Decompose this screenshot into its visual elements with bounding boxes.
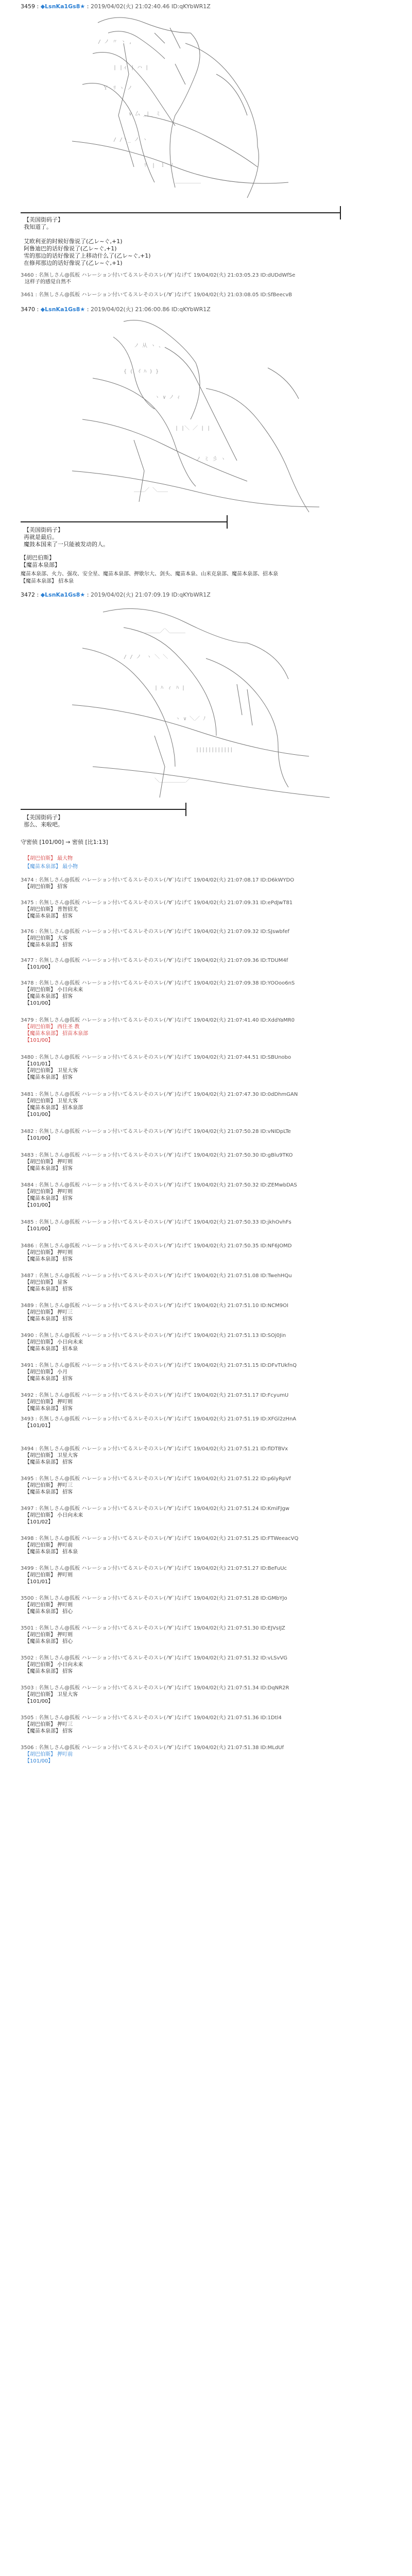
reply <box>21 1446 391 1466</box>
reply <box>21 900 391 920</box>
ascii-art-figure <box>21 602 391 808</box>
reply-header[interactable]: 3482 : 名無しさん@狐板 ハレーション付いてるスレそのスレ(ﾉ∀`)なげて 19/04/02(火) 21:07:50.28 ID:vNIDpLTe <box>21 1129 291 1134</box>
reply-header[interactable]: 3497 : 名無しさん@狐板 ハレーション付いてるスレそのスレ(ﾉ∀`)なげて 19/04/02(火) 21:07:51.24 ID:KmiFJgw <box>21 1506 289 1512</box>
reply <box>21 1505 391 1526</box>
post-number: 3470 <box>21 306 35 313</box>
reply-header[interactable]: 3476 : 名無しさん@狐板 ハレーション付いてるスレそのスレ(ﾉ∀`)なげて 19/04/02(火) 21:07:09.32 ID:SJswbfef <box>21 929 289 935</box>
reply-body: 【胡巴伯斯】 押叮则 【魔苗本泉部】 招心 <box>25 1602 73 1615</box>
reply-header[interactable]: 3486 : 名無しさん@狐板 ハレーション付いてるスレそのスレ(ﾉ∀`)なげて 19/04/02(火) 21:07:50.35 ID:NF6JOMD <box>21 1243 292 1249</box>
reply-body: 【胡巴伯斯】 招客 <box>25 884 68 890</box>
reply <box>21 1565 391 1585</box>
reply-header[interactable]: 3499 : 名無しさん@狐板 ハレーション付いてるスレそのスレ(ﾉ∀`)なげて 19/04/02(火) 21:07:51.27 ID:BeFuUc <box>21 1566 287 1571</box>
reply-body: 【胡巴伯斯】 押叮三 【魔苗本泉部】 招客 <box>25 1310 73 1322</box>
group-line: 魔苗本泉部、火力、强攻、安全星、魔苗本泉部、押歇尔大、剑头、魔苗本泉、山米克泉部、魔苗本泉部、招本泉 <box>21 571 278 577</box>
svg-text:ヽ ∨ ノ ｨ: ヽ ∨ ノ ｨ <box>154 395 180 400</box>
reply-header[interactable]: 3487 : 名無しさん@狐板 ハレーション付いてるスレそのスレ(ﾉ∀`)なげて 19/04/02(火) 21:07:51.08 ID:TwehHQu <box>21 1273 292 1279</box>
reply <box>21 1625 391 1645</box>
divider-tick <box>185 803 186 816</box>
reply-body: 【胡巴伯斯】 押叮则 【魔苗本泉部】 招客 【101/00】 <box>25 1189 73 1208</box>
reply-header[interactable]: 3478 : 名無しさん@狐板 ハレーション付いてるスレそのスレ(ﾉ∀`)なげて 19/04/02(火) 21:07:09.38 ID:YOOoo6nS <box>21 980 295 986</box>
svg-text:/ / ノ ヽ ＼ ＼: / / ノ ヽ ＼ ＼ <box>124 654 168 660</box>
group-title: 【胡巴伯斯】 <box>21 554 55 561</box>
reply-body: 【胡巴伯斯】 大客 【魔苗本泉部】 招客 <box>25 936 73 948</box>
reply <box>21 877 391 890</box>
status-line: 守密侦 [101/00] → 密侦 [比1:13] <box>21 839 108 845</box>
reply-body: 【101/00】 <box>25 1226 54 1232</box>
reply-header[interactable]: 3503 : 名無しさん@狐板 ハレーション付いてるスレそのスレ(ﾉ∀`)なげて 19/04/02(火) 21:07:51.34 ID:DqNR2R <box>21 1685 289 1691</box>
reply-body: 【胡巴伯斯】 押叮则 【101/01】 <box>25 1572 73 1585</box>
reply-body: 【101/00】 <box>25 1136 54 1141</box>
reply-header[interactable]: 3460 : 名無しさん@狐板 ハレーション付いてるスレそのスレ(ﾉ∀`)なげて 19/04/02(火) 21:03:05.23 ID:dUDdWfSe <box>21 273 296 278</box>
reply-header[interactable]: 3502 : 名無しさん@狐板 ハレーション付いてるスレそのスレ(ﾉ∀`)なげて 19/04/02(火) 21:07:51.32 ID:vLSvVG <box>21 1655 288 1661</box>
svg-text:| ﾊ ｨ ﾊ |: | ﾊ ｨ ﾊ | <box>154 685 185 691</box>
reply <box>21 1302 391 1323</box>
svg-text:ノ 从 ヽ 、: ノ 从 ヽ 、 <box>134 343 164 349</box>
reply <box>21 1243 391 1263</box>
post-meta: 2019/04/02(火) 21:06:00.86 ID:qKYbWR1Z <box>90 306 211 313</box>
reply-header[interactable]: 3495 : 名無しさん@狐板 ハレーション付いてるスレそのスレ(ﾉ∀`)なげて 19/04/02(火) 21:07:51.22 ID:p6lyRpVf <box>21 1476 291 1482</box>
reply-body: 【101/01】 【胡巴伯斯】 卫星大客 【魔苗本泉部】 招客 <box>25 1061 78 1080</box>
svg-text:||||||||||||: |||||||||||| <box>196 747 233 753</box>
reply <box>21 1182 391 1209</box>
post-header: 3472 : ◆LsnKa1Gs8★ : 2019/04/02(火) 21:07:09.19 ID:qKYbWR1Z <box>21 591 211 598</box>
reply <box>21 1017 391 1044</box>
group-subtitle: 【魔苗本泉部】 <box>21 562 60 568</box>
reply-body: 【胡巴伯斯】 小日向未来 【魔苗本泉部】 招客 <box>25 1662 83 1674</box>
reply <box>21 863 391 870</box>
reply-header[interactable]: 3493 : 名無しさん@狐板 ハレーション付いてるスレそのスレ(ﾉ∀`)なげて 19/04/02(火) 21:07:51.19 ID:XFGl2zHnA <box>21 1416 297 1422</box>
svg-text:ヽ ∨ ＼／ ﾉ: ヽ ∨ ＼／ ﾉ <box>175 716 206 722</box>
reply-body: 【胡巴伯斯】 卫星大客 【101/00】 <box>25 1692 78 1704</box>
reply-header[interactable]: 3481 : 名無しさん@狐板 ハレーション付いてるスレそのスレ(ﾉ∀`)なげて 19/04/02(火) 21:07:47.30 ID:0dDhmGAN <box>21 1092 298 1097</box>
reply-body: 【胡巴伯斯】 押叮则 【魔苗本泉部】 招客 <box>25 1399 73 1412</box>
reply <box>21 292 391 298</box>
reply-body: 【胡巴伯斯】 押叮三 【魔苗本泉部】 招客 <box>25 1722 73 1734</box>
reply-header[interactable]: 3474 : 名無しさん@狐板 ハレーション付いてるスレそのスレ(ﾉ∀`)なげて 19/04/02(火) 21:07:08.17 ID:D6kWYDO <box>21 877 295 883</box>
reply <box>21 1685 391 1705</box>
divider <box>21 521 227 522</box>
reply-header[interactable]: 3490 : 名無しさん@狐板 ハレーション付いてるスレそのスレ(ﾉ∀`)なげて 19/04/02(火) 21:07:51.13 ID:SOj0Jin <box>21 1333 286 1338</box>
reply-header[interactable]: 3479 : 名無しさん@狐板 ハレーション付いてるスレそのスレ(ﾉ∀`)なげて 19/04/02(火) 21:07:41.40 ID:XddYaMR0 <box>21 1018 295 1023</box>
reply <box>21 928 391 948</box>
post-header: 3470 : ◆LsnKa1Gs8★ : 2019/04/02(火) 21:06:00.86 ID:qKYbWR1Z <box>21 306 211 313</box>
speaker-tag: 【美国街码子】 <box>24 814 63 821</box>
reply-header[interactable]: 3461 : 名無しさん@狐板 ハレーション付いてるスレそのスレ(ﾉ∀`)なげて 19/04/02(火) 21:03:08.05 ID:SfBeecvB <box>21 292 292 298</box>
reply <box>21 1128 391 1142</box>
reply <box>21 1152 391 1172</box>
post-meta: 2019/04/02(火) 21:02:40.46 ID:qKYbWR1Z <box>90 3 211 10</box>
reply <box>21 1091 391 1118</box>
reply <box>21 1392 391 1412</box>
svg-text:Ｙ ﾘ ヽ ノ: Ｙ ﾘ ヽ ノ <box>103 86 133 91</box>
reply-body: 【胡巴伯斯】 押叮则 【魔苗本泉部】 招心 <box>25 1632 73 1645</box>
reply <box>21 1655 391 1675</box>
post-meta: 2019/04/02(火) 21:07:09.19 ID:qKYbWR1Z <box>90 591 211 598</box>
reply-header[interactable]: 3475 : 名無しさん@狐板 ハレーション付いてるスレそのスレ(ﾉ∀`)なげて 19/04/02(火) 21:07:09.31 ID:ePdJwT81 <box>21 900 293 906</box>
ascii-art-figure <box>21 316 391 520</box>
group-tail: 【魔苗本泉部】 招本泉 <box>21 579 74 584</box>
reply <box>21 1416 391 1429</box>
reply-body: 【胡巴伯斯】 小日向未来 【魔苗本泉部】 招客 【101/00】 <box>25 987 83 1006</box>
reply-body: 【胡巴伯斯】 卫星大客 【魔苗本泉部】 招本泉部 【101/00】 <box>25 1098 83 1117</box>
reply-header[interactable]: 3489 : 名無しさん@狐板 ハレーション付いてるスレそのスレ(ﾉ∀`)なげて 19/04/02(火) 21:07:51.10 ID:NCM9OI <box>21 1303 288 1309</box>
reply-body: 【101/01】 <box>25 1423 54 1429</box>
svg-text:/ /丶_ ノ ヽ: / /丶_ ノ ヽ <box>113 137 148 143</box>
divider-tick <box>340 206 341 219</box>
reply-header[interactable]: 3498 : 名無しさん@狐板 ハレーション付いてるスレそのスレ(ﾉ∀`)なげて 19/04/02(火) 21:07:51.25 ID:FTWeeacVQ <box>21 1536 299 1541</box>
svg-text:{ ( ｲ ﾊ ) }: { ( ｲ ﾊ ) } <box>124 369 159 375</box>
post-number: 3459 <box>21 3 35 10</box>
reply-body: 【101/00】 <box>25 964 54 970</box>
reply-body: 【胡巴伯斯】 显客 【魔苗本泉部】 招客 <box>25 1280 73 1292</box>
reply-body: 【胡巴伯斯】 押叮则 【魔苗本泉部】 招客 <box>25 1250 73 1262</box>
reply <box>21 1362 391 1382</box>
caption-line: 我知道了。 <box>24 224 52 230</box>
poster-name[interactable]: ◆LsnKa1Gs8★ <box>40 3 85 10</box>
reply-body: 【胡巴伯斯】 小月 【魔苗本泉部】 招客 <box>25 1369 73 1382</box>
reply-header[interactable]: 3500 : 名無しさん@狐板 ハレーション付いてるスレそのスレ(ﾉ∀`)なげて 19/04/02(火) 21:07:51.28 ID:GMbYJo <box>21 1596 287 1601</box>
reply <box>21 1219 391 1232</box>
reply-header[interactable]: 3505 : 名無しさん@狐板 ハレーション付いてるスレそのスレ(ﾉ∀`)なげて 19/04/02(火) 21:07:51.36 ID:1Dtl4 <box>21 1715 282 1721</box>
reply <box>21 855 391 862</box>
reply-body: 【胡巴伯斯】 押叮前 【魔苗本泉部】 招本泉 <box>25 1543 78 1555</box>
reply <box>21 272 391 285</box>
svg-text:＼＿＿＿＿＿／: ＼＿＿＿＿＿／ <box>154 778 191 784</box>
poster-name[interactable]: ◆LsnKa1Gs8★ <box>40 591 85 598</box>
reply <box>21 1715 391 1735</box>
reply-body: 【胡巴伯斯】 普智招尤 【魔苗本泉部】 招客 <box>25 907 78 919</box>
reply-body: 【胡巴伯斯】 押叮三 【魔苗本泉部】 招客 <box>25 1483 73 1495</box>
svg-text:＿＿／ ＼＿＿: ＿＿／ ＼＿＿ <box>134 487 168 493</box>
post-header: 3459 : ◆LsnKa1Gs8★ : 2019/04/02(火) 21:02:40.46 ID:qKYbWR1Z <box>21 3 211 10</box>
reply-header[interactable]: 3506 : 名無しさん@狐板 ハレーション付いてるスレそのスレ(ﾉ∀`)なげて 19/04/02(火) 21:07:51.38 ID:MLdUf <box>21 1745 284 1751</box>
reply <box>21 1332 391 1352</box>
reply-header[interactable]: 3483 : 名無しさん@狐板 ハレーション付いてるスレそのスレ(ﾉ∀`)なげて 19/04/02(火) 21:07:50.30 ID:gBlu9TKO <box>21 1153 293 1158</box>
caption-line: 在修邦那边的话好像说了(乙レ~ぐ,+1) <box>24 260 123 266</box>
caption-line: 魔鼓本国来了一只能被发动的人。 <box>24 541 109 548</box>
reply-body: 这样子的感觉自然不 <box>25 279 71 285</box>
reply-body: 【魔苗本泉部】 最小物 <box>25 864 78 870</box>
svg-text:| |ィ | ハ |: | |ィ | ハ | <box>113 65 149 71</box>
poster-name[interactable]: ◆LsnKa1Gs8★ <box>40 306 85 313</box>
reply-body: 【胡巴伯斯】 卫星大客 【魔苗本泉部】 招客 <box>25 1453 78 1465</box>
divider <box>21 809 185 810</box>
reply-header[interactable]: 3494 : 名無しさん@狐板 ハレーション付いてるスレそのスレ(ﾉ∀`)なげて 19/04/02(火) 21:07:51.21 ID:flDTBVx <box>21 1446 288 1452</box>
reply <box>21 980 391 1007</box>
caption-line: 艾欧利亚的时候好像说了(乙レ~ぐ,+1) <box>24 238 123 245</box>
speaker-tag: 【美国街码子】 <box>24 216 63 223</box>
reply-header[interactable]: 3485 : 名無しさん@狐板 ハレーション付いてるスレそのスレ(ﾉ∀`)なげて 19/04/02(火) 21:07:50.33 ID:jkhOvhFs <box>21 1219 291 1225</box>
svg-text:/ ノ 〃 ヽ ,: / ノ 〃 ヽ , <box>98 39 132 45</box>
reply-header[interactable]: 3484 : 名無しさん@狐板 ハレーション付いてるスレそのスレ(ﾉ∀`)なげて 19/04/02(火) 21:07:50.32 ID:ZEMwbDAS <box>21 1182 297 1188</box>
caption-line: 雪的那边的话好像说了上移动什么了(乙レ~ぐ,+1) <box>24 252 151 259</box>
ascii-art-figure <box>21 12 391 211</box>
reply-header[interactable]: 3477 : 名無しさん@狐板 ハレーション付いてるスレそのスレ(ﾉ∀`)なげて 19/04/02(火) 21:07:09.36 ID:TDUM4f <box>21 958 288 963</box>
svg-text:| |＼ ／ | |: | |＼ ／ | | <box>175 426 211 431</box>
reply <box>21 1054 391 1081</box>
reply <box>21 1273 391 1293</box>
post-number: 3472 <box>21 591 35 598</box>
reply <box>21 957 391 971</box>
speaker-tag: 【美国街码子】 <box>24 527 63 533</box>
svg-text:＿＿＿／＼＿＿＿: ＿＿＿／＼＿＿＿ <box>144 629 185 634</box>
reply <box>21 1476 391 1496</box>
reply-header[interactable]: 3491 : 名無しさん@狐板 ハレーション付いてるスレそのスレ(ﾉ∀`)なげて 19/04/02(火) 21:07:51.15 ID:DFvTUkfnQ <box>21 1363 297 1368</box>
reply-body: 【胡巴伯斯】 小日向未来 【101/02】 <box>25 1513 83 1525</box>
svg-text:ノ ミ 彡 ヽ: ノ ミ 彡 ヽ <box>196 456 226 462</box>
caption-line: 阿鲁迪巴的话好像说了(乙レ~ぐ,+1) <box>24 245 117 252</box>
reply <box>21 1744 391 1765</box>
reply-header[interactable]: 3480 : 名無しさん@狐板 ハレーション付いてるスレそのスレ(ﾉ∀`)なげて 19/04/02(火) 21:07:44.51 ID:SBUnobo <box>21 1055 291 1060</box>
caption-line: 再就是最后。 <box>24 534 58 540</box>
reply-header[interactable]: 3501 : 名無しさん@狐板 ハレーション付いてるスレそのスレ(ﾉ∀`)なげて 19/04/02(火) 21:07:51.30 ID:EJVsIJZ <box>21 1625 285 1631</box>
svg-text:ﾘ | ｌ ﾉ: ﾘ | ｌ ﾉ <box>144 163 174 168</box>
reply-body: 【胡巴伯斯】 最大物 <box>25 856 73 861</box>
reply-body: 【胡巴伯斯】 押叮前 【101/00】 <box>25 1752 73 1764</box>
caption-line: 那么、来啦吧。 <box>24 821 63 828</box>
svg-text:∨ 厶 _|_ ミ: ∨ 厶 _|_ ミ <box>129 111 161 117</box>
divider-tick <box>227 515 228 529</box>
reply-body: 【胡巴伯斯】 西住圣 教 【魔苗本泉部】 招苗本泉部 【101/00】 <box>25 1024 89 1043</box>
divider <box>21 212 340 213</box>
reply-body: 【胡巴伯斯】 小日向未来 【魔苗本泉部】 招本泉 <box>25 1340 83 1352</box>
svg-text:￣￣￣￣￣: ￣￣￣￣￣ <box>175 183 201 189</box>
reply-body: 【胡巴伯斯】 押叮则 【魔苗本泉部】 招客 <box>25 1159 73 1172</box>
thread-column <box>21 0 391 2576</box>
reply <box>21 1535 391 1555</box>
reply-header[interactable]: 3492 : 名無しさん@狐板 ハレーション付いてるスレそのスレ(ﾉ∀`)なげて 19/04/02(火) 21:07:51.17 ID:FcyumU <box>21 1393 289 1398</box>
reply <box>21 1595 391 1615</box>
